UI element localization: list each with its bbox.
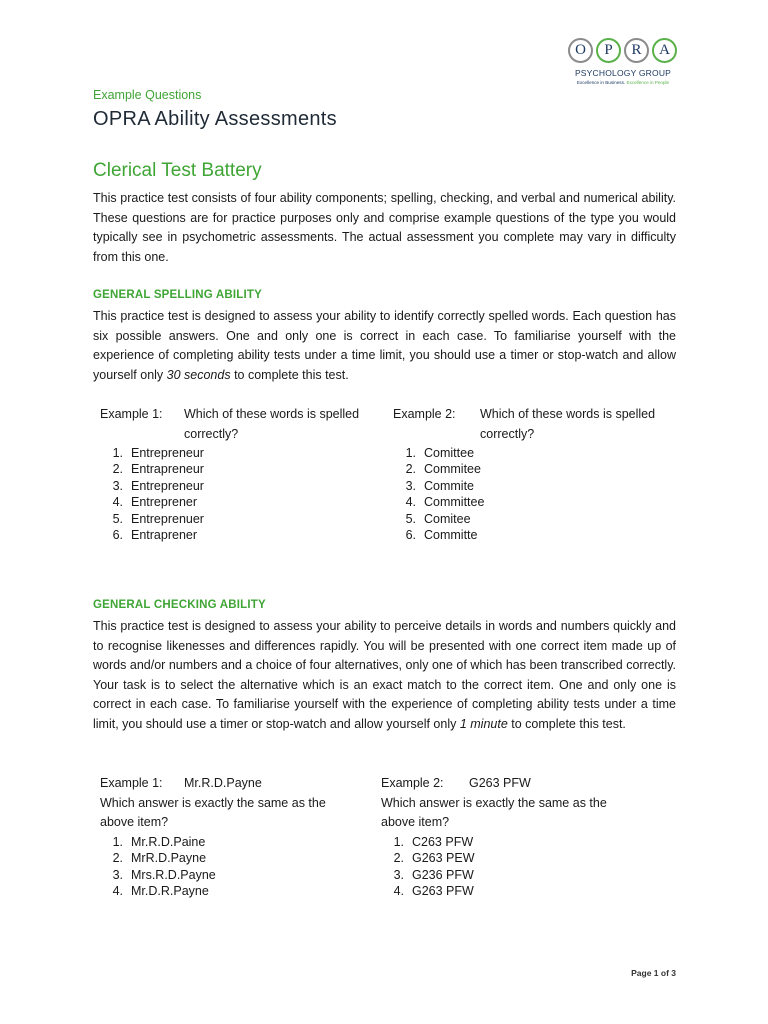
example-label: Example 2:	[393, 407, 456, 421]
intro-paragraph: This practice test consists of four ability components; spelling, checking, and verbal and numerical ability. These questions are for practice purposes only and comprise example questions of the type you would typically see in psychometric assessments. The actual assessment you complete may vary in difficulty from this one.	[93, 191, 676, 264]
logo-letter-o: O	[568, 38, 593, 63]
example-question: Which answer is exactly the same as the above item?	[100, 795, 326, 830]
checking-example-2	[381, 774, 671, 904]
opra-logo	[562, 38, 680, 90]
answer-option: 2. Commitee	[405, 462, 481, 477]
answer-option: 1. C263 PFW	[393, 835, 474, 849]
answer-option: 4. Entreprener	[112, 495, 198, 510]
logo-letter-a: A	[652, 38, 677, 63]
checking-paragraph: This practice test is designed to assess your ability to perceive details in words and numbers quickly and to recognise likenesses and differences rapidly. You will be presented with one correct item made up of words and/or numbers and a choice of four alternatives, only one of which has been transcribed correctly. Your task is to select the alternative which is an exact match to the correct item. One and only one is correct in each case. To familiarise yourself with the experience of completing ability tests under a time limit, you should use a timer or stop-watch and allow yourself only 1 minute to complete this test.	[93, 619, 676, 731]
example-item: Mr.R.D.Payne	[184, 776, 262, 790]
answer-option: 5. Comitee	[405, 511, 471, 526]
example-label: Example 2:	[381, 776, 444, 790]
answer-options	[100, 834, 216, 900]
answer-option: 2. Entrapreneur	[112, 462, 204, 477]
spelling-heading: GENERAL SPELLING ABILITY	[93, 289, 263, 301]
answer-option: 4. G263 PFW	[393, 884, 474, 899]
checking-time-limit: 1 minute	[459, 716, 508, 731]
section-title: Clerical Test Battery	[93, 160, 262, 181]
example-item: G263 PFW	[469, 776, 531, 790]
logo-letter-p: P	[596, 38, 621, 63]
checking-example-1	[100, 774, 370, 904]
page-title: OPRA Ability Assessments	[93, 108, 337, 130]
answer-option: 1. Entrepreneur	[112, 446, 204, 460]
spelling-time-limit: 30 seconds	[166, 367, 231, 382]
spelling-paragraph: This practice test is designed to assess your ability to identify correctly spelled words. Each question has six possible answers. One and only one is correct in each case. To familiarise yourself with the experience of completing ability tests under a time limit, you should use a timer or stop-watch and allow yourself only 30 seconds to complete this test.	[93, 309, 676, 382]
spelling-example-1	[100, 405, 380, 555]
spelling-example-2	[393, 405, 683, 555]
answer-option: 1. Comittee	[405, 446, 475, 460]
answer-option: 3. G236 PFW	[393, 867, 474, 882]
answer-option: 3. Entrepreneur	[112, 478, 204, 493]
answer-option: 1. Mr.R.D.Paine	[112, 835, 206, 849]
answer-option: 6. Entraprener	[112, 527, 198, 542]
example-question: Which answer is exactly the same as the above item?	[381, 795, 607, 830]
example-question: Which of these words is spelled correctly?	[480, 407, 656, 441]
answer-options	[393, 445, 484, 543]
answer-option: 5. Entreprenuer	[112, 511, 204, 526]
page-number: Page 1 of 3	[631, 968, 676, 978]
answer-options	[381, 834, 475, 900]
example-label: Example 1:	[100, 776, 163, 790]
answer-options	[100, 445, 204, 543]
answer-option: 2. G263 PEW	[393, 851, 475, 866]
answer-option: 6. Committe	[405, 527, 478, 542]
answer-option: 4. Mr.D.R.Payne	[112, 884, 209, 899]
answer-option: 4. Committee	[405, 495, 485, 510]
answer-option: 2. MrR.D.Payne	[112, 851, 207, 866]
page-kicker: Example Questions	[93, 88, 202, 102]
answer-option: 3. Commite	[405, 478, 475, 493]
logo-group-name: PSYCHOLOGY GROUP	[574, 68, 672, 78]
example-question: Which of these words is spelled correctly?	[184, 407, 360, 441]
example-label: Example 1:	[100, 407, 163, 421]
logo-letter-r: R	[624, 38, 649, 63]
answer-option: 3. Mrs.R.D.Payne	[112, 867, 216, 882]
checking-heading: GENERAL CHECKING ABILITY	[93, 599, 266, 611]
logo-tagline: Excellence in Business. Excellence in People	[576, 80, 670, 85]
